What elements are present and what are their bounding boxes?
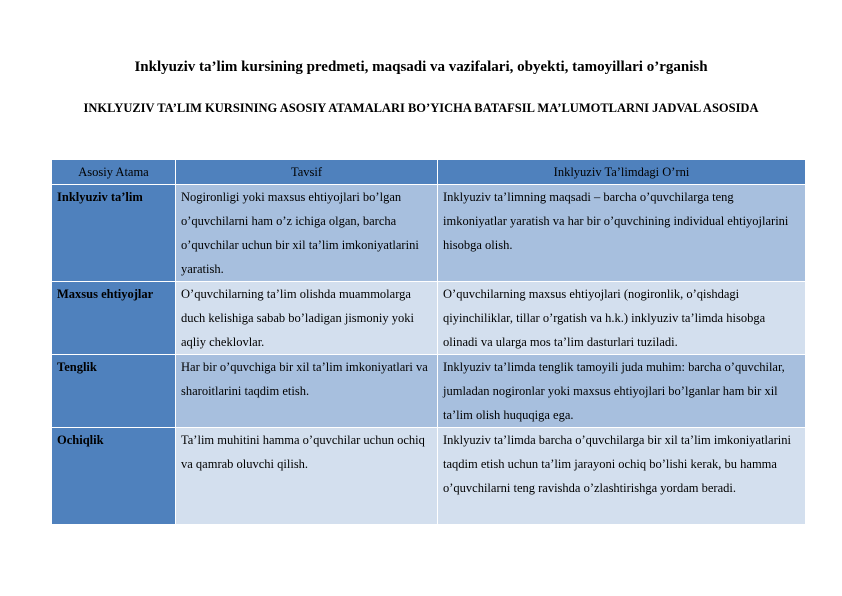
table-row xyxy=(52,185,806,282)
term-cell: Ochiqlik xyxy=(52,428,176,525)
term-cell: Tenglik xyxy=(52,355,176,428)
term-cell: Inklyuziv ta’lim xyxy=(52,185,176,282)
page-subtitle: INKLYUZIV TA’LIM KURSINING ASOSIY ATAMALARI BO’YICHA BATAFSIL MA’LUMOTLARNI JADVAL ASOSIDA xyxy=(83,101,759,115)
page-title: Inklyuziv ta’lim kursining predmeti, maqsadi va vazifalari, obyekti, tamoyillari o’rganish xyxy=(134,59,708,75)
role-cell: Inklyuziv ta’limda tenglik tamoyili juda muhim: barcha o’quvchilar, jumladan nogironlar yoki maxsus ehtiyojlari bo’lganlar ham bir xil ta’lim olish huquqiga ega. xyxy=(438,355,806,428)
role-cell: Inklyuziv ta’limda barcha o’quvchilarga bir xil ta’lim imkoniyatlarini taqdim etish uchun ta’lim jarayoni ochiq bo’lishi kerak, bu hamma o’quvchilarni teng ravishda o’zlashtirishga yordam beradi. xyxy=(438,428,806,525)
description-cell: Nogironligi yoki maxsus ehtiyojlari bo’lgan o’quvchilarni ham o’z ichiga olgan, barcha o’quvchilar uchun bir xil ta’lim imkoniyatlarini yaratish. xyxy=(176,185,438,282)
description-cell: Ta’lim muhitini hamma o’quvchilar uchun ochiq va qamrab oluvchi qilish. xyxy=(176,428,438,525)
table-row xyxy=(52,282,806,355)
description-cell: Har bir o’quvchiga bir xil ta’lim imkoniyatlari va sharoitlarini taqdim etish. xyxy=(176,355,438,428)
role-cell: O’quvchilarning maxsus ehtiyojlari (nogironlik, o’qishdagi qiyinchiliklar, tillar o’rgatish va h.k.) inklyuziv ta’limda hisobga olinadi va ularga mos ta’lim dasturlari tuziladi. xyxy=(438,282,806,355)
table-row xyxy=(52,355,806,428)
table-row xyxy=(52,428,806,525)
role-cell: Inklyuziv ta’limning maqsadi – barcha o’quvchilarga teng imkoniyatlar yaratish va har bir o’quvchining individual ehtiyojlarini hisobga olish. xyxy=(438,185,806,282)
header-role: Inklyuziv Ta’limdagi O’rni xyxy=(438,160,806,185)
header-term: Asosiy Atama xyxy=(52,160,176,185)
description-cell: O’quvchilarning ta’lim olishda muammolarga duch kelishiga sabab bo’ladigan jismoniy yoki aqliy cheklovlar. xyxy=(176,282,438,355)
term-cell: Maxsus ehtiyojlar xyxy=(52,282,176,355)
table-header-row xyxy=(52,160,806,185)
header-description: Tavsif xyxy=(176,160,438,185)
terms-table xyxy=(51,159,806,525)
